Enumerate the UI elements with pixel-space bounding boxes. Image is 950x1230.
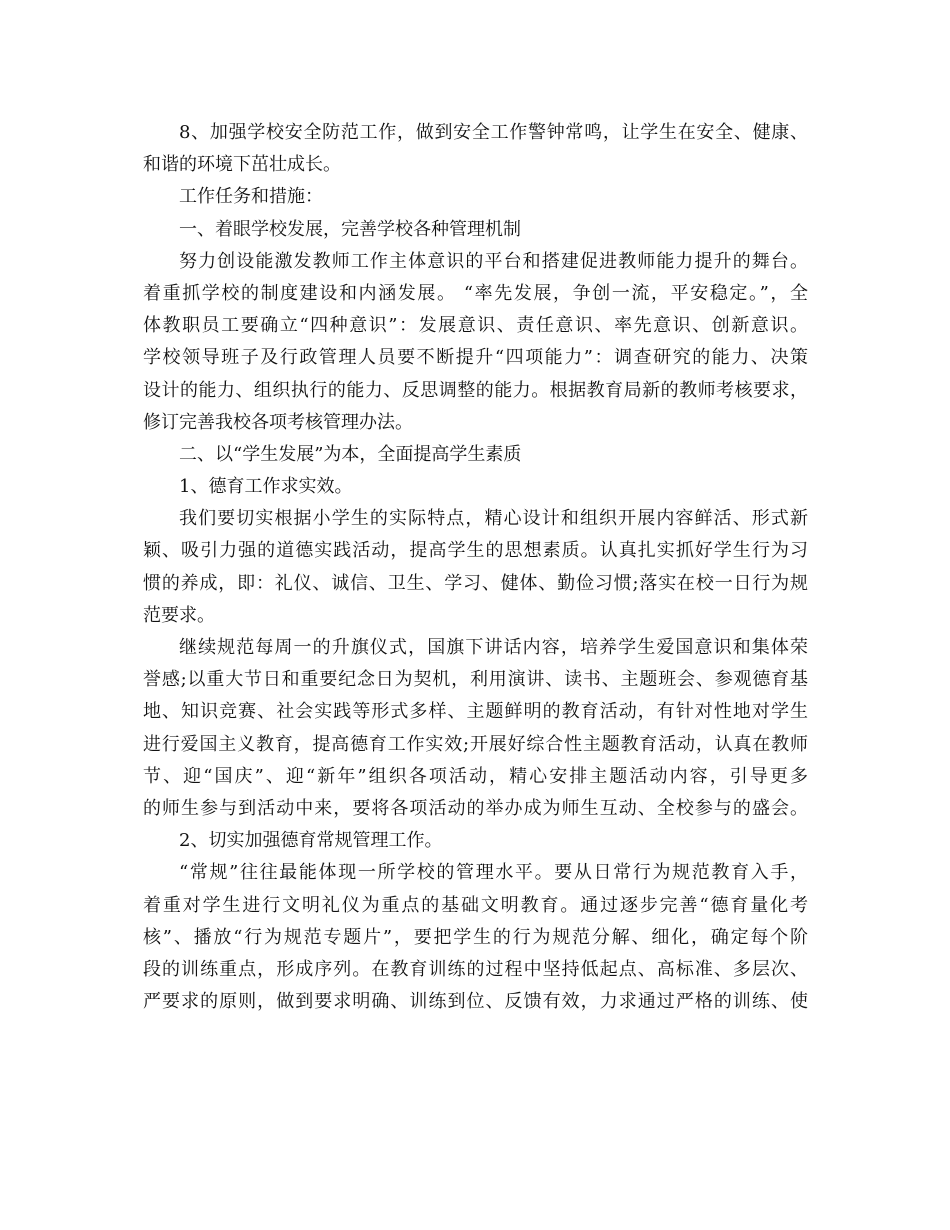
paragraph-management-line-4: 学校领导班子及行政管理人员要不断提升“四项能力”：调查研究的能力、决策 <box>143 347 808 369</box>
paragraph-management-line-3: 体教职员工要确立“四种意识”：发展意识、责任意识、率先意识、创新意识。 <box>143 315 808 337</box>
paragraph-moral-line-3: 惯的养成，即：礼仪、诚信、卫生、学习、健体、勤俭习惯;落实在校一日行为规 <box>143 572 808 594</box>
paragraph-routine-line-5: 严要求的原则，做到要求明确、训练到位、反馈有效，力求通过严格的训练、使 <box>143 991 808 1013</box>
section-heading-tasks: 工作任务和措施： <box>179 186 323 208</box>
paragraph-flag-line-4: 进行爱国主义教育，提高德育工作实效;开展好综合性主题教育活动，认真在教师 <box>143 733 808 755</box>
paragraph-safety-line-1: 8、加强学校安全防范工作，做到安全工作警钟常鸣，让学生在安全、健康、 <box>179 122 808 143</box>
document-body <box>143 117 808 1018</box>
paragraph-management-line-1: 努力创设能激发教师工作主体意识的平台和搭建促进教师能力提升的舞台。 <box>179 250 808 272</box>
paragraph-flag-line-5: 节、迎“国庆”、迎“新年”组织各项活动，精心安排主题活动内容，引导更多 <box>143 765 808 787</box>
paragraph-routine-line-1: “常规”往往最能体现一所学校的管理水平。要从日常行为规范教育入手， <box>179 862 808 884</box>
paragraph-flag-line-6: 的师生参与到活动中来，要将各项活动的举办成为师生互动、全校参与的盛会。 <box>143 797 808 819</box>
paragraph-flag-line-1: 继续规范每周一的升旗仪式，国旗下讲话内容，培养学生爱国意识和集体荣 <box>179 637 808 658</box>
paragraph-flag-line-3: 地、知识竞赛、社会实践等形式多样、主题鲜明的教育活动，有针对性地对学生 <box>143 701 808 723</box>
paragraph-management-line-6: 修订完善我校各项考核管理办法。 <box>143 411 413 433</box>
subheading-routine-management: 2、切实加强德育常规管理工作。 <box>179 830 443 852</box>
paragraph-routine-line-4: 段的训练重点，形成序列。在教育训练的过程中坚持低起点、高标准、多层次、 <box>143 958 808 980</box>
subheading-moral-education: 1、德育工作求实效。 <box>179 476 353 498</box>
paragraph-moral-line-4: 范要求。 <box>143 604 215 626</box>
paragraph-routine-line-2: 着重对学生进行文明礼仪为重点的基础文明教育。通过逐步完善“德育量化考 <box>143 894 808 916</box>
paragraph-management-line-5: 设计的能力、组织执行的能力、反思调整的能力。根据教育局新的教师考核要求， <box>143 379 808 401</box>
paragraph-routine-line-3: 核”、播放“行为规范专题片”，要把学生的行为规范分解、细化，确定每个阶 <box>143 926 808 948</box>
paragraph-moral-line-1: 我们要切实根据小学生的实际特点，精心设计和组织开展内容鲜活、形式新 <box>179 508 808 530</box>
section-heading-one: 一、着眼学校发展，完善学校各种管理机制 <box>179 218 521 240</box>
section-heading-two: 二、以“学生发展”为本，全面提高学生素质 <box>179 443 522 465</box>
paragraph-safety-line-2: 和谐的环境下茁壮成长。 <box>143 154 341 176</box>
paragraph-flag-line-2: 誉感;以重大节日和重要纪念日为契机，利用演讲、读书、主题班会、参观德育基 <box>143 669 808 691</box>
paragraph-management-line-2: 着重抓学校的制度建设和内涵发展。 “率先发展，争创一流，平安稳定。”，全 <box>143 282 808 304</box>
paragraph-moral-line-2: 颖、吸引力强的道德实践活动，提高学生的思想素质。认真扎实抓好学生行为习 <box>143 540 808 562</box>
